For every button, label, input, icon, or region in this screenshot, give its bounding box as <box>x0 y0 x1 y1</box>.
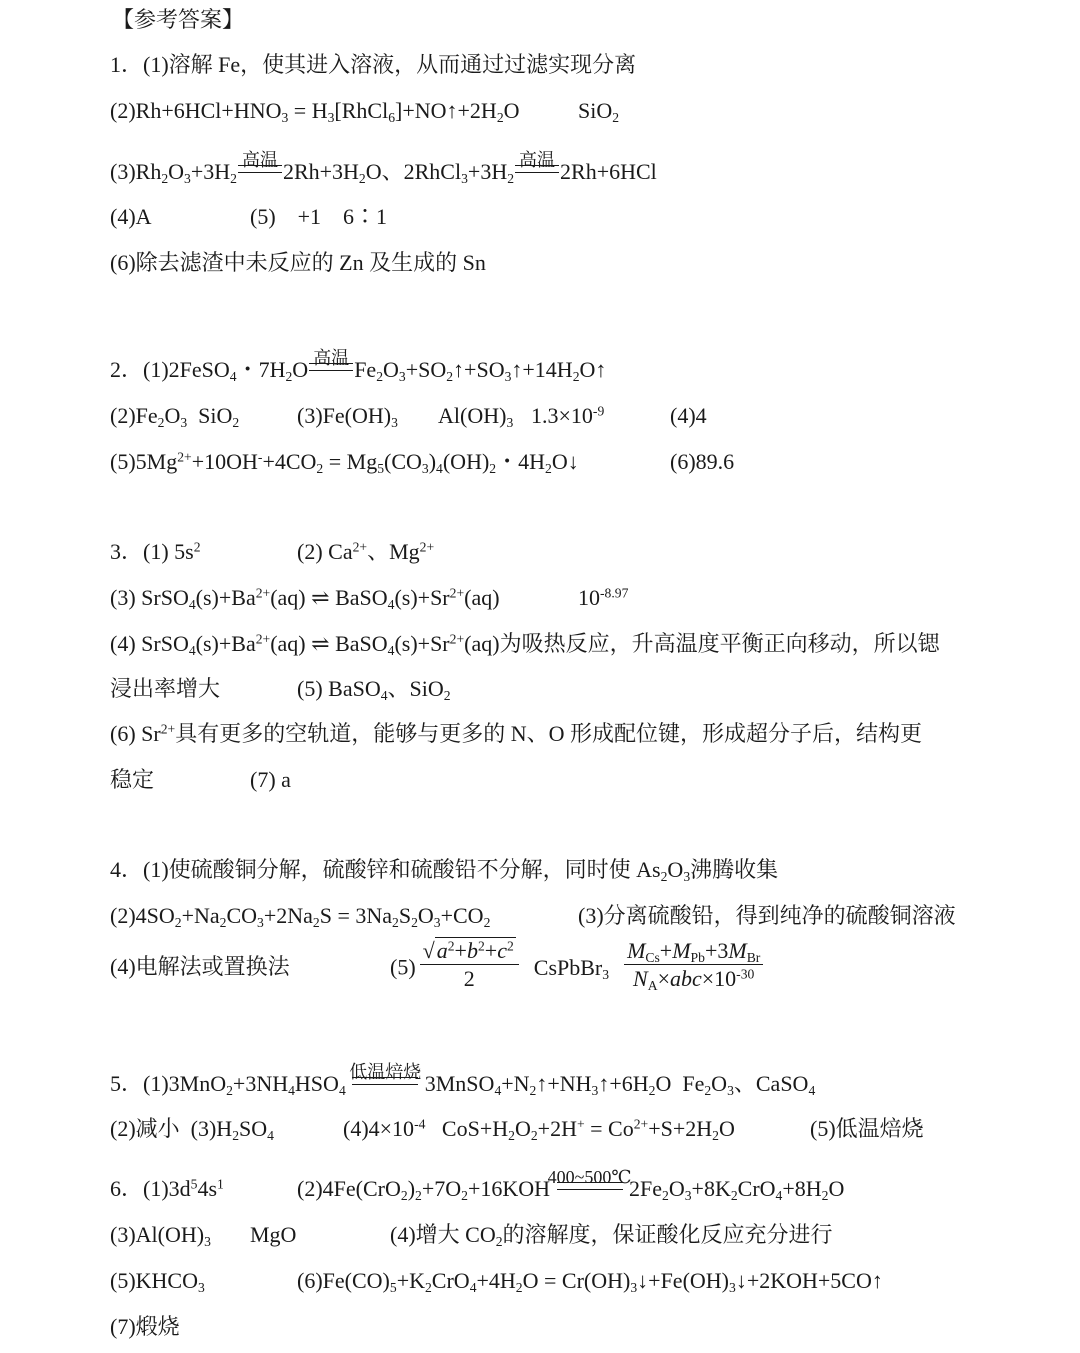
q6-condition: 400~500℃ <box>556 1174 624 1204</box>
q4-diagonal-fraction: $\frac{√a^2+b^2+c^2}{2}$ <box>420 938 519 993</box>
answer-heading: 【参考答案】 <box>112 7 245 32</box>
q1-part2-equation: $(2)Rh+6HCl+HNO_3$ = $H_3[RhCl_6]+NO↑+2H_2O$ <box>110 98 520 126</box>
q6-part7: (7)煅烧 <box>110 1314 180 1339</box>
q5-condition: 低温焙烧 <box>351 1069 419 1099</box>
q1-part2-sio2: SiO$_2$ <box>578 98 620 126</box>
q2-condition: 高温 <box>308 355 354 385</box>
q1-part1: 1．(1)溶解 Fe，使其进入溶液，从而通过过滤实现分离 <box>110 52 637 77</box>
q1-condition-2: 高温 <box>514 157 560 187</box>
q1-part6: (6)除去滤渣中未反应的 Zn 及生成的 Sn <box>110 250 486 275</box>
q4-density-fraction: $\frac{M_{Cs}+M_{Pb}+3M_{Br}}{N_A\times abc\times 10^{-30}}$ <box>624 938 763 993</box>
q1-condition-1: 高温 <box>237 157 283 187</box>
q4-part5-expression: (5) $\frac{√a^2+b^2+c^2}{2}$ CsPbBr$_3$ $\frac{M_{Cs}+M_{Pb}+3M_{Br}}{N_A\times abc\times 10^{-30}}$ <box>390 940 767 995</box>
